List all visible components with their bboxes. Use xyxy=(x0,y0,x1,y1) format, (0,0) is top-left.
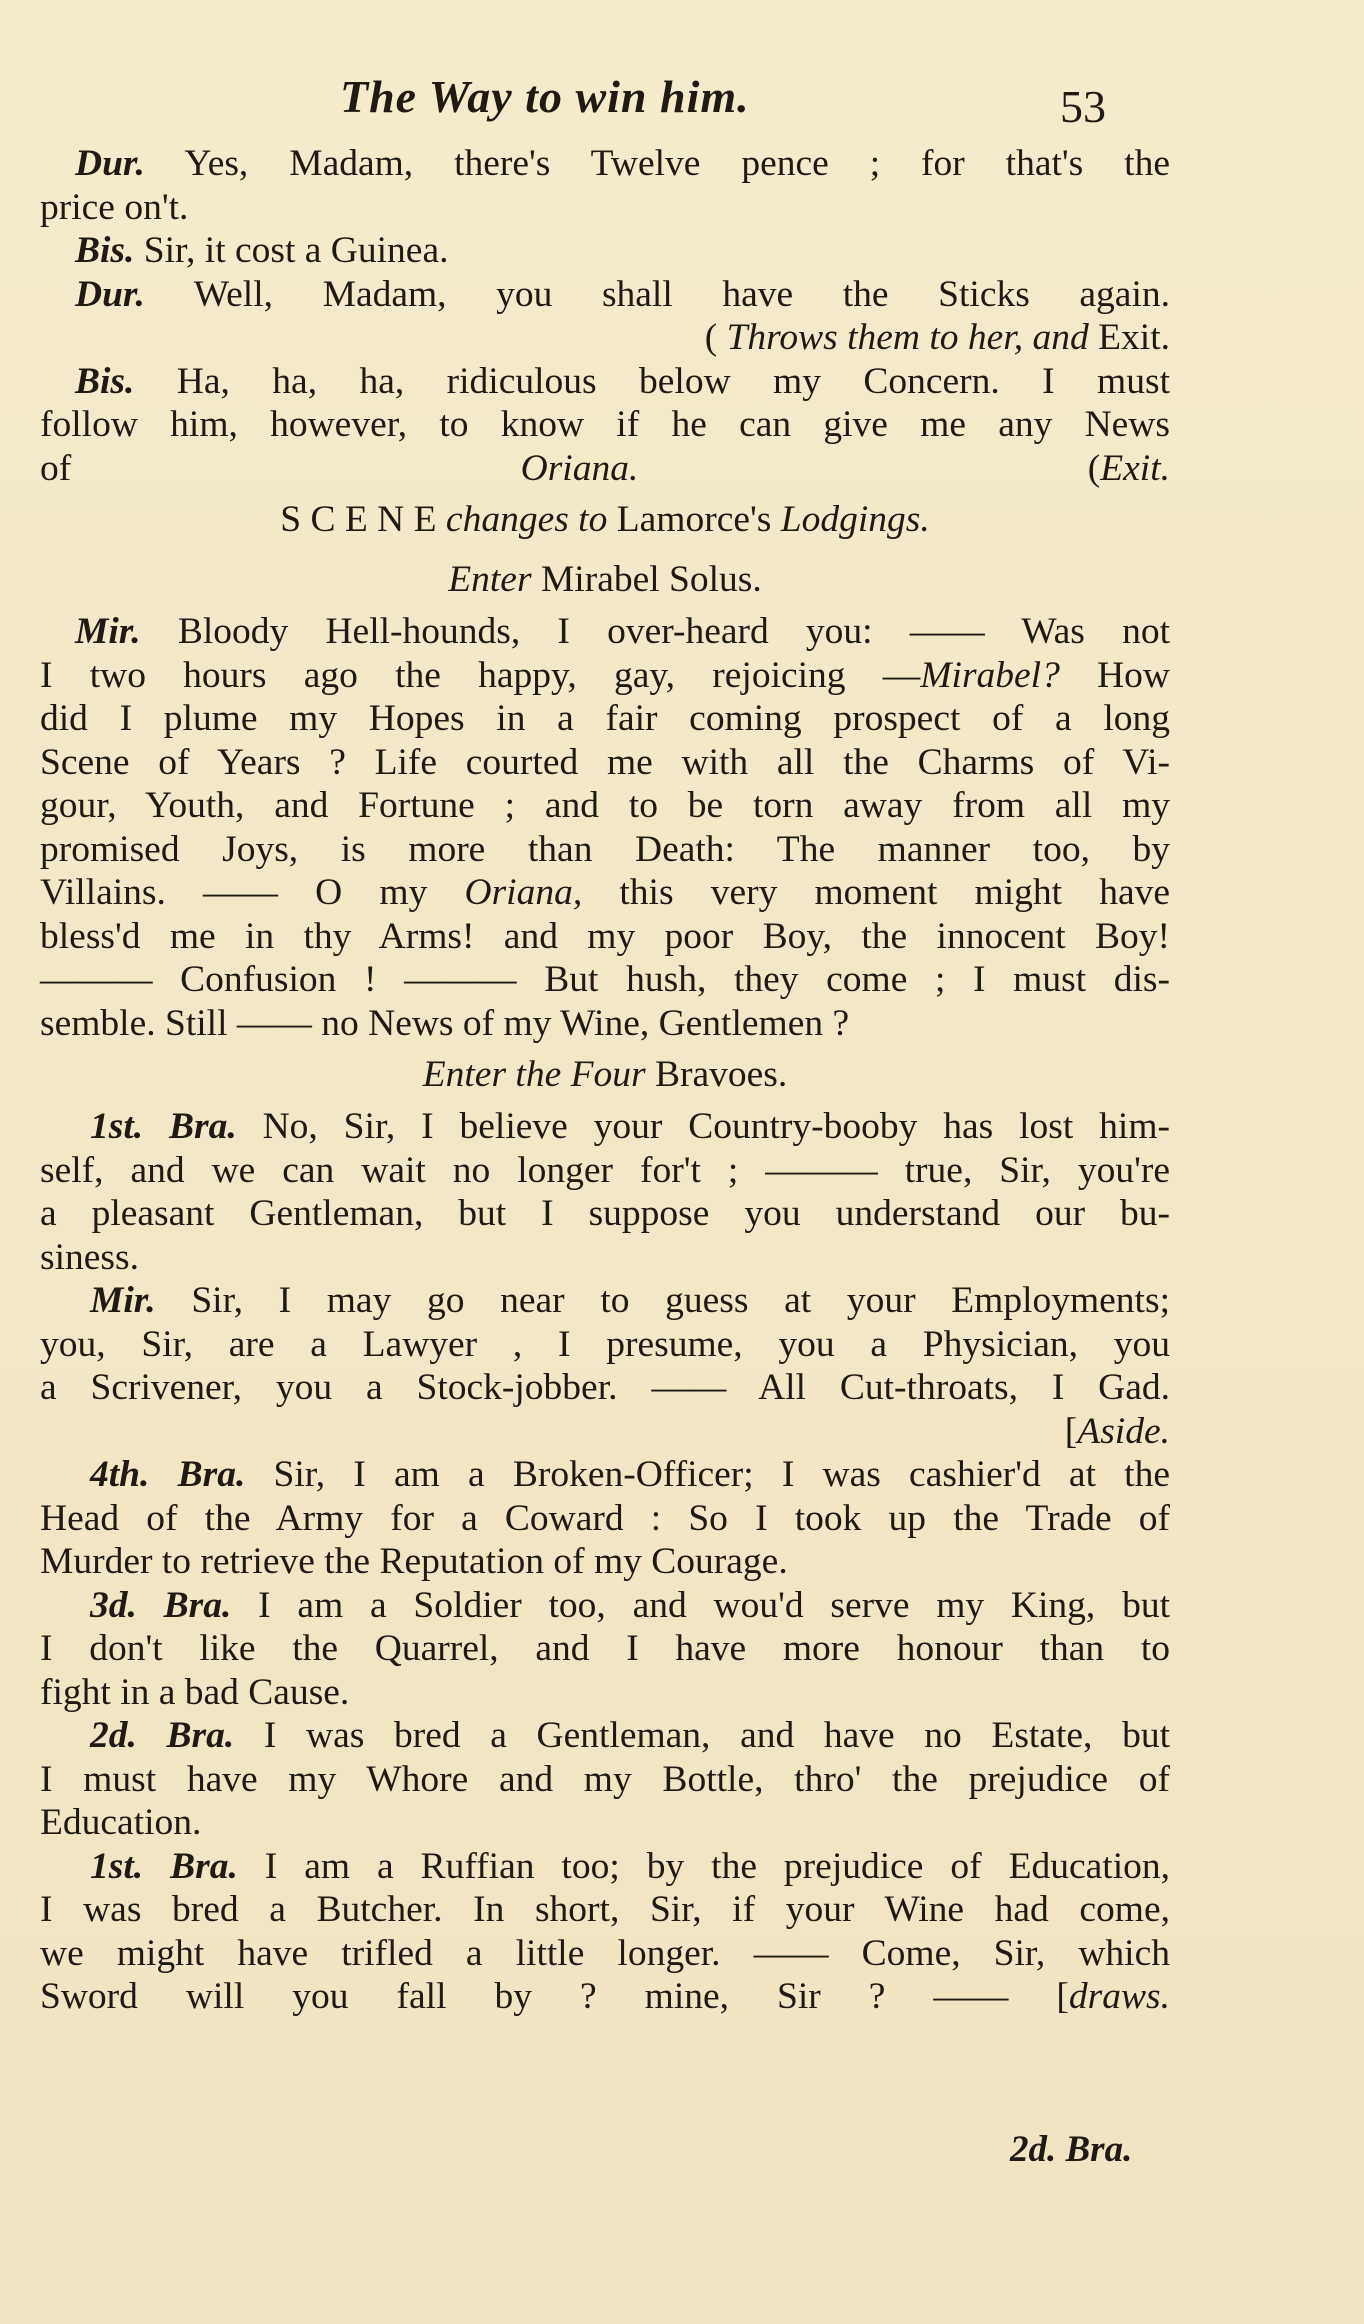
text-line xyxy=(40,1453,1170,1497)
text-line xyxy=(40,784,1170,828)
speaker-name: Mir. xyxy=(75,611,141,652)
text-segment: Enter xyxy=(448,559,532,600)
text-line xyxy=(40,1236,1170,1280)
text-segment: I don't like the Quarrel, and I have more honour than to xyxy=(40,1628,1170,1669)
text-segment: Sir, it cost a Guinea. xyxy=(134,230,449,271)
text-segment: I am a Ruffian too; by the prejudice of Education, xyxy=(237,1845,1170,1887)
text-segment: No, Sir, I believe your Country-booby has lost him- xyxy=(236,1106,1170,1147)
text-segment: I am a Soldier too, and wou'd serve my King, but xyxy=(231,1584,1170,1626)
text-line xyxy=(40,1540,1170,1584)
text-segment: price on't. xyxy=(40,186,189,228)
text-line xyxy=(40,1801,1170,1845)
play-text xyxy=(40,142,1170,2019)
text-segment: did I plume my Hopes in a fair coming prospect of a long xyxy=(40,698,1170,739)
text-segment: promised Joys, is more than Death: The manner too, by xyxy=(40,828,1170,870)
text-segment: of xyxy=(40,447,521,489)
text-segment: siness. xyxy=(40,1236,139,1278)
text-segment: Yes, Madam, there's Twelve pence ; for that's the xyxy=(144,143,1170,184)
text-segment: I was bred a Butcher. In short, Sir, if your Wine had come, xyxy=(40,1889,1170,1930)
text-segment: Head of the Army for a Coward : So I took up the Trade of xyxy=(40,1497,1170,1539)
text-line xyxy=(40,610,1170,654)
text-segment: How xyxy=(1059,654,1170,696)
text-segment: [ xyxy=(1064,1410,1078,1452)
text-line xyxy=(40,490,1170,550)
speaker-name: Bis. xyxy=(75,360,135,402)
catchword: 2d. Bra. xyxy=(1010,2129,1133,2170)
text-segment: fight in a bad Cause. xyxy=(40,1671,350,1713)
text-segment: Aside. xyxy=(1077,1410,1170,1452)
text-line xyxy=(40,1671,1170,1715)
text-line xyxy=(40,1045,1170,1105)
speaker-name: 3d. Bra. xyxy=(90,1584,232,1626)
text-segment: Ha, ha, ha, ridiculous below my Concern. I must xyxy=(134,360,1170,402)
text-line xyxy=(40,1758,1170,1802)
text-segment: gour, Youth, and Fortune ; and to be torn away from all my xyxy=(40,785,1170,826)
speaker-name: 1st. Bra. xyxy=(90,1845,238,1887)
text-segment: a pleasant Gentleman, but I suppose you understand our bu- xyxy=(40,1193,1170,1234)
text-segment: Villains. —— O my xyxy=(40,872,465,913)
text-segment: I must have my Whore and my Bottle, thro' the prejudice of xyxy=(40,1758,1170,1800)
text-line xyxy=(40,1932,1170,1976)
text-segment: changes to xyxy=(445,499,608,540)
text-segment: Mirabel Solus. xyxy=(531,559,762,600)
text-line xyxy=(40,871,1170,915)
text-line xyxy=(40,1323,1170,1367)
speaker-name: Mir. xyxy=(90,1280,156,1321)
text-segment: S C E N E xyxy=(280,499,446,540)
text-line xyxy=(40,1366,1170,1410)
text-segment: Bloody Hell-hounds, I over-heard you: —— Was not xyxy=(140,611,1170,652)
text-line xyxy=(40,1888,1170,1932)
text-segment: Sword will you fall by ? mine, Sir ? —— [ xyxy=(40,1976,1069,2017)
text-segment: ( xyxy=(638,447,1101,489)
text-segment: Throws them to her, and xyxy=(726,317,1089,358)
running-title: The Way to win him. xyxy=(340,71,750,122)
text-segment: semble. Still —— no News of my Wine, Gentlemen ? xyxy=(40,1002,850,1044)
speaker-name: 4th. Bra. xyxy=(90,1454,246,1495)
text-line xyxy=(40,1584,1170,1628)
text-segment: Sir, I may go near to guess at your Employments; xyxy=(155,1280,1170,1321)
text-segment: Exit. xyxy=(1100,447,1170,489)
text-segment: Oriana. xyxy=(520,447,639,489)
text-line xyxy=(40,697,1170,741)
text-segment: self, and we can wait no longer for't ; ——— true, Sir, you're xyxy=(40,1149,1170,1191)
text-line xyxy=(40,958,1170,1002)
text-line xyxy=(40,316,1170,360)
text-segment: ——— Confusion ! ——— But hush, they come ; I must dis- xyxy=(40,959,1170,1000)
speaker-name: 1st. Bra. xyxy=(90,1106,237,1147)
text-line xyxy=(40,1975,1170,2019)
speaker-name: Bis. xyxy=(75,230,135,271)
text-segment: Exit. xyxy=(1088,317,1170,358)
text-line xyxy=(40,915,1170,959)
text-line xyxy=(40,1149,1170,1193)
text-segment: Lodgings. xyxy=(780,499,930,540)
text-segment: draws. xyxy=(1068,1976,1170,2017)
text-segment: Oriana, xyxy=(464,872,583,913)
text-segment: Well, Madam, you shall have the Sticks again. xyxy=(144,273,1170,315)
text-line xyxy=(40,1279,1170,1323)
text-line xyxy=(40,1497,1170,1541)
text-line xyxy=(40,403,1170,447)
text-segment: I two hours ago the happy, gay, rejoicing — xyxy=(40,654,921,696)
text-line xyxy=(40,273,1170,317)
page-header xyxy=(0,70,1364,140)
text-segment: follow him, however, to know if he can give me any News xyxy=(40,404,1170,445)
text-segment: Scene of Years ? Life courted me with all the Charms of Vi- xyxy=(40,741,1170,783)
text-segment: bless'd me in thy Arms! and my poor Boy, the innocent Boy! xyxy=(40,915,1170,957)
text-segment: you, Sir, are a Lawyer , I presume, you a Physician, you xyxy=(40,1323,1170,1365)
text-segment: Enter the Four xyxy=(422,1054,646,1095)
page-number: 53 xyxy=(1060,81,1106,132)
text-segment: Education. xyxy=(40,1802,202,1843)
text-segment: I was bred a Gentleman, and have no Estate, but xyxy=(234,1715,1170,1756)
speaker-name: Dur. xyxy=(75,143,145,184)
speaker-name: Dur. xyxy=(75,273,145,315)
text-segment: this very moment might have xyxy=(582,872,1170,913)
text-line xyxy=(40,1627,1170,1671)
text-segment: Mirabel? xyxy=(920,654,1060,696)
text-line xyxy=(40,186,1170,230)
text-segment: we might have trifled a little longer. —— Come, Sir, which xyxy=(40,1932,1170,1974)
text-line xyxy=(40,447,1170,491)
text-line xyxy=(40,1192,1170,1236)
text-line xyxy=(40,360,1170,404)
text-line xyxy=(40,1105,1170,1149)
text-line xyxy=(40,741,1170,785)
text-segment: Lamorce's xyxy=(607,499,781,540)
text-line xyxy=(40,1410,1170,1454)
text-line xyxy=(40,1845,1170,1889)
text-line xyxy=(40,828,1170,872)
text-segment: Bravoes. xyxy=(645,1054,788,1095)
text-line xyxy=(40,1002,1170,1046)
text-segment: Murder to retrieve the Reputation of my Courage. xyxy=(40,1541,788,1582)
text-line xyxy=(40,550,1170,610)
text-segment: a Scrivener, you a Stock-jobber. —— All Cut-throats, I Gad. xyxy=(40,1367,1170,1408)
text-line xyxy=(40,142,1170,186)
text-line xyxy=(40,654,1170,698)
text-segment: Sir, I am a Broken-Officer; I was cashier'd at the xyxy=(245,1454,1170,1495)
speaker-name: 2d. Bra. xyxy=(90,1715,235,1756)
text-segment: ( xyxy=(704,317,727,358)
text-line xyxy=(40,1714,1170,1758)
text-line xyxy=(40,229,1170,273)
